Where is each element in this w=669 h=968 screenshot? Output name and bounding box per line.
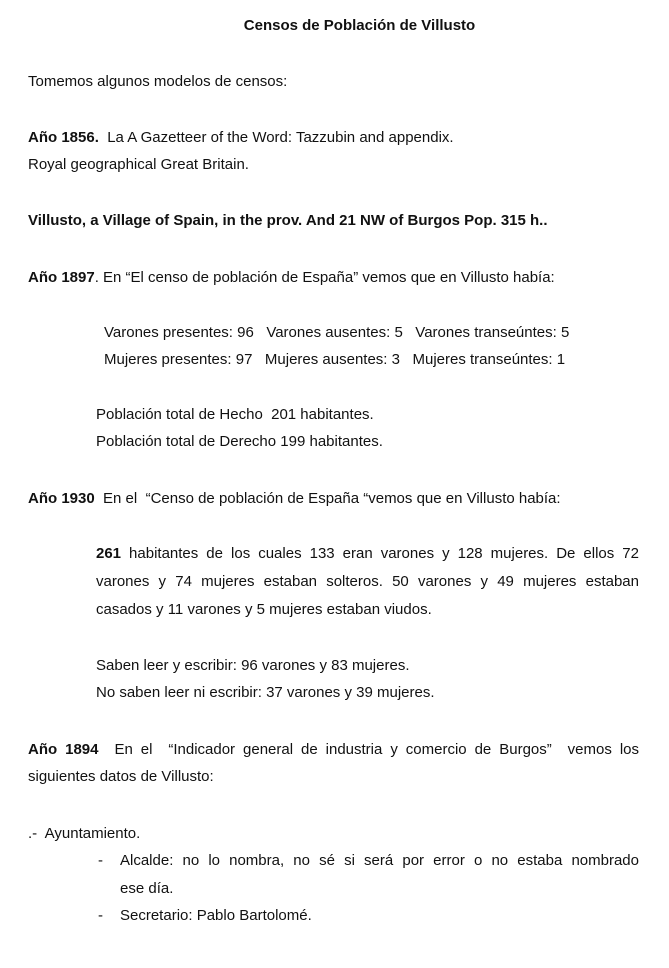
entry-1930-noleer: No saben leer ni escribir: 37 varones y 39 mujeres. (96, 684, 435, 701)
intro-text: Tomemos algunos modelos de censos: (28, 73, 288, 90)
list-item-secretario: Secretario: Pablo Bartolomé. (120, 907, 312, 924)
entry-1894-line2: siguientes datos de Villusto: (28, 768, 214, 785)
entry-1930-p1: 261 habitantes de los cuales 133 eran varones y 128 mujeres. De ellos 72 (96, 545, 639, 562)
entry-1894-line1: Año 1894 En el “Indicador general de industria y comercio de Burgos” vemos los (28, 741, 640, 758)
entry-1930-leer: Saben leer y escribir: 96 varones y 83 mujeres. (96, 657, 410, 674)
entry-1897-derecho: Población total de Derecho 199 habitantes. (96, 433, 383, 450)
entry-1930-year: Año 1930 (28, 490, 95, 507)
section-ayuntamiento: .- Ayuntamiento. (28, 825, 141, 842)
entry-1856-line2: Royal geographical Great Britain. (28, 156, 249, 173)
entry-1930-count: 261 (96, 545, 122, 562)
villusto-line: Villusto, a Village of Spain, in the prov. And 21 NW of Burgos Pop. 315 h.. (28, 212, 548, 229)
entry-1894-year: Año 1894 (28, 741, 99, 758)
entry-1897-row-mujeres: Mujeres presentes: 97 Mujeres ausentes: 3 Mujeres transeúntes: 1 (104, 351, 566, 368)
entry-1897-hecho: Población total de Hecho 201 habitantes. (96, 406, 374, 423)
list-item-dash: - (98, 907, 103, 924)
page-title: Censos de Población de Villusto (243, 17, 476, 34)
entry-1856-text: La A Gazetteer of the Word: Tazzubin and appendix. (107, 129, 454, 146)
entry-1856-year: Año 1856. (28, 129, 99, 146)
entry-1856-line1 (28, 128, 454, 148)
entry-1930-p2: varones y 74 mujeres estaban solteros. 50 varones y 49 mujeres estaban (96, 573, 639, 590)
entry-1930-text: En el “Censo de población de España “vemos que en Villusto había: (103, 490, 561, 507)
entry-1930-line (28, 489, 561, 509)
list-item-dash: - (98, 852, 103, 869)
list-item-alcalde-cont: ese día. (120, 880, 174, 897)
list-item-alcalde: Alcalde: no lo nombra, no sé si será por error o no estaba nombrado (120, 852, 639, 869)
entry-1897-line (28, 268, 555, 288)
entry-1897-year: Año 1897 (28, 269, 95, 286)
entry-1897-text: . En “El censo de población de España” vemos que en Villusto había: (94, 269, 555, 286)
entry-1930-p3: casados y 11 varones y 5 mujeres estaban viudos. (96, 601, 432, 618)
entry-1897-row-varones: Varones presentes: 96 Varones ausentes: 5 Varones transeúntes: 5 (104, 324, 570, 341)
